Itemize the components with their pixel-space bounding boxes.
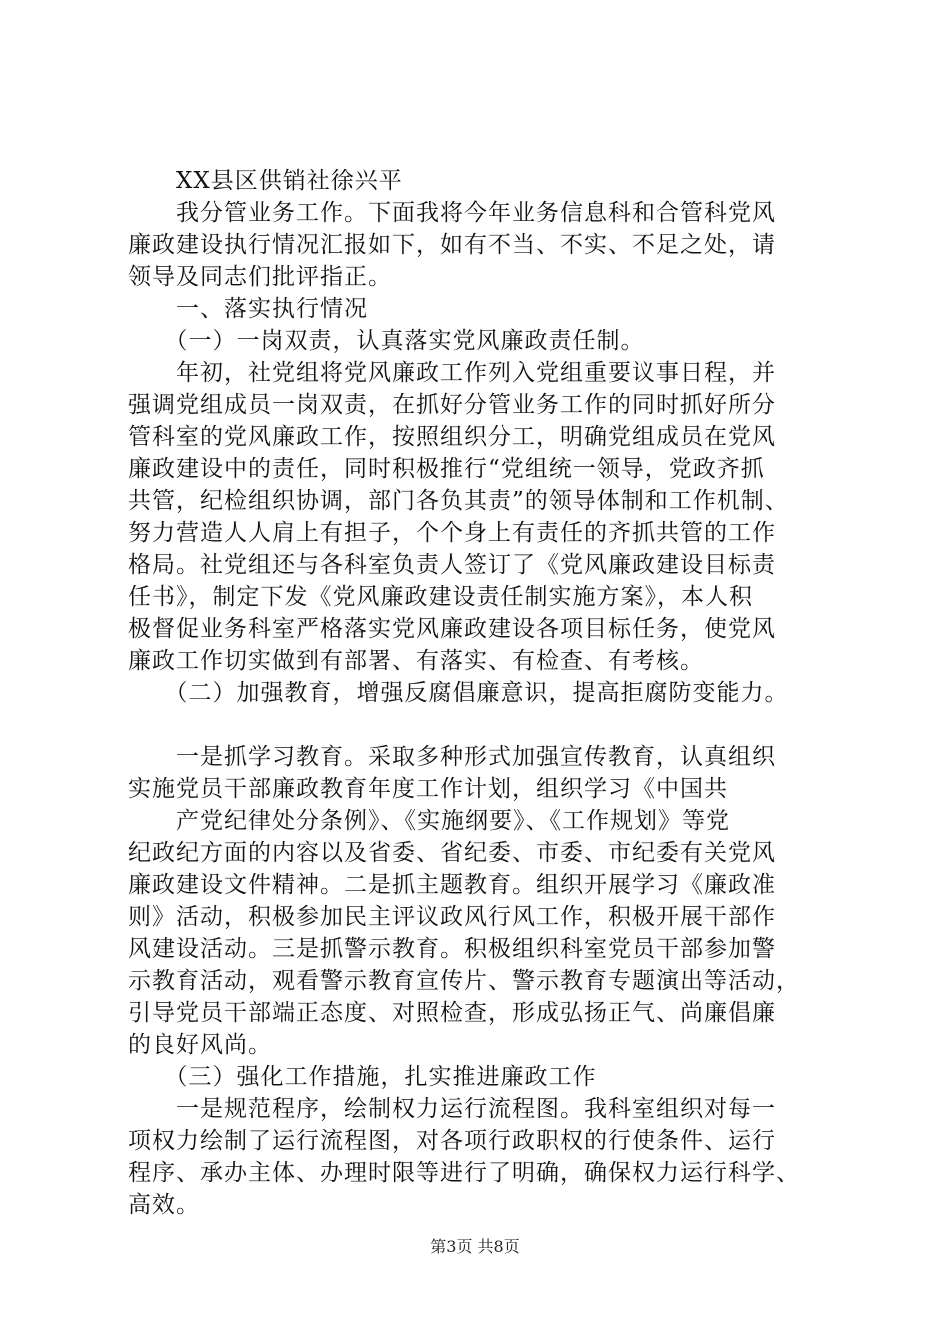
text-line: 廉政建设中的责任，同时积极推行“党组统一领导，党政齐抓: [128, 456, 765, 482]
text-line: 项权力绘制了运行流程图，对各项行政职权的行使条件、运行: [128, 1128, 776, 1154]
subsection-heading: （二）加强教育，增强反腐倡廉意识，提高拒腐防变能力。: [128, 680, 789, 706]
text-line: 廉政工作切实做到有部署、有落实、有检查、有考核。: [128, 648, 704, 674]
text-line: 的良好风尚。: [128, 1032, 272, 1058]
text-line: 引导党员干部端正态度、对照检查，形成弘扬正气、尚廉倡廉: [128, 1000, 776, 1026]
subsection-heading: （三）强化工作措施，扎实推进廉政工作: [128, 1064, 597, 1090]
text-line: 示教育活动，观看警示教育宣传片、警示教育专题演出等活动，: [128, 968, 800, 994]
text-line: 高效。: [128, 1192, 200, 1218]
page-number: 第3页 共8页: [430, 1237, 520, 1256]
text-line: 廉政建设执行情况汇报如下，如有不当、不实、不足之处，请: [128, 232, 776, 258]
text-line: 年初，社党组将党风廉政工作列入党组重要议事日程，并: [128, 360, 776, 386]
page-footer: [0, 1236, 950, 1258]
text-line: 格局。社党组还与各科室负责人签订了《党风廉政建设目标责: [128, 552, 776, 578]
text-line: 程序、承办主体、办理时限等进行了明确，确保权力运行科学、: [128, 1160, 800, 1186]
text-line: 纪政纪方面的内容以及省委、省纪委、市委、市纪委有关党风: [128, 840, 776, 866]
text-line: 产党纪律处分条例》、《实施纲要》、《工作规划》等党: [128, 808, 730, 834]
text-line: 我分管业务工作。下面我将今年业务信息科和合管科党风: [128, 200, 776, 226]
text-line: 实施党员干部廉政教育年度工作计划，组织学习《中国共: [128, 776, 728, 802]
text-line: 风建设活动。三是抓警示教育。积极组织科室党员干部参加警: [128, 936, 776, 962]
document-body: [128, 165, 848, 1221]
text-line: 努力营造人人肩上有担子，个个身上有责任的齐抓共管的工作: [128, 520, 776, 546]
text-line: 一是规范程序，绘制权力运行流程图。我科室组织对每一: [128, 1096, 776, 1122]
blank-line: [128, 709, 848, 741]
text-line: 领导及同志们批评指正。: [128, 264, 392, 290]
text-line: 共管，纪检组织协调，部门各负其责”的领导体制和工作机制、: [128, 488, 789, 514]
text-line: 任书》，制定下发《党风廉政建设责任制实施方案》，本人积: [128, 584, 753, 610]
text-line: 极督促业务科室严格落实党风廉政建设各项目标任务，使党风: [128, 616, 776, 642]
subsection-heading: （一）一岗双责，认真落实党风廉政责任制。: [128, 328, 645, 354]
text-line: 强调党组成员一岗双责，在抓好分管业务工作的同时抓好所分: [128, 392, 776, 418]
text-line: 廉政建设文件精神。二是抓主题教育。组织开展学习《廉政准: [128, 872, 776, 898]
text-line: 一是抓学习教育。采取多种形式加强宣传教育，认真组织: [128, 744, 776, 770]
text-line: 则》活动，积极参加民主评议政风行风工作，积极开展干部作: [128, 904, 776, 930]
text-line: XX县区供销社徐兴平: [128, 168, 403, 194]
section-heading: 一、落实执行情况: [128, 296, 368, 322]
text-line: 管科室的党风廉政工作，按照组织分工，明确党组成员在党风: [128, 424, 776, 450]
